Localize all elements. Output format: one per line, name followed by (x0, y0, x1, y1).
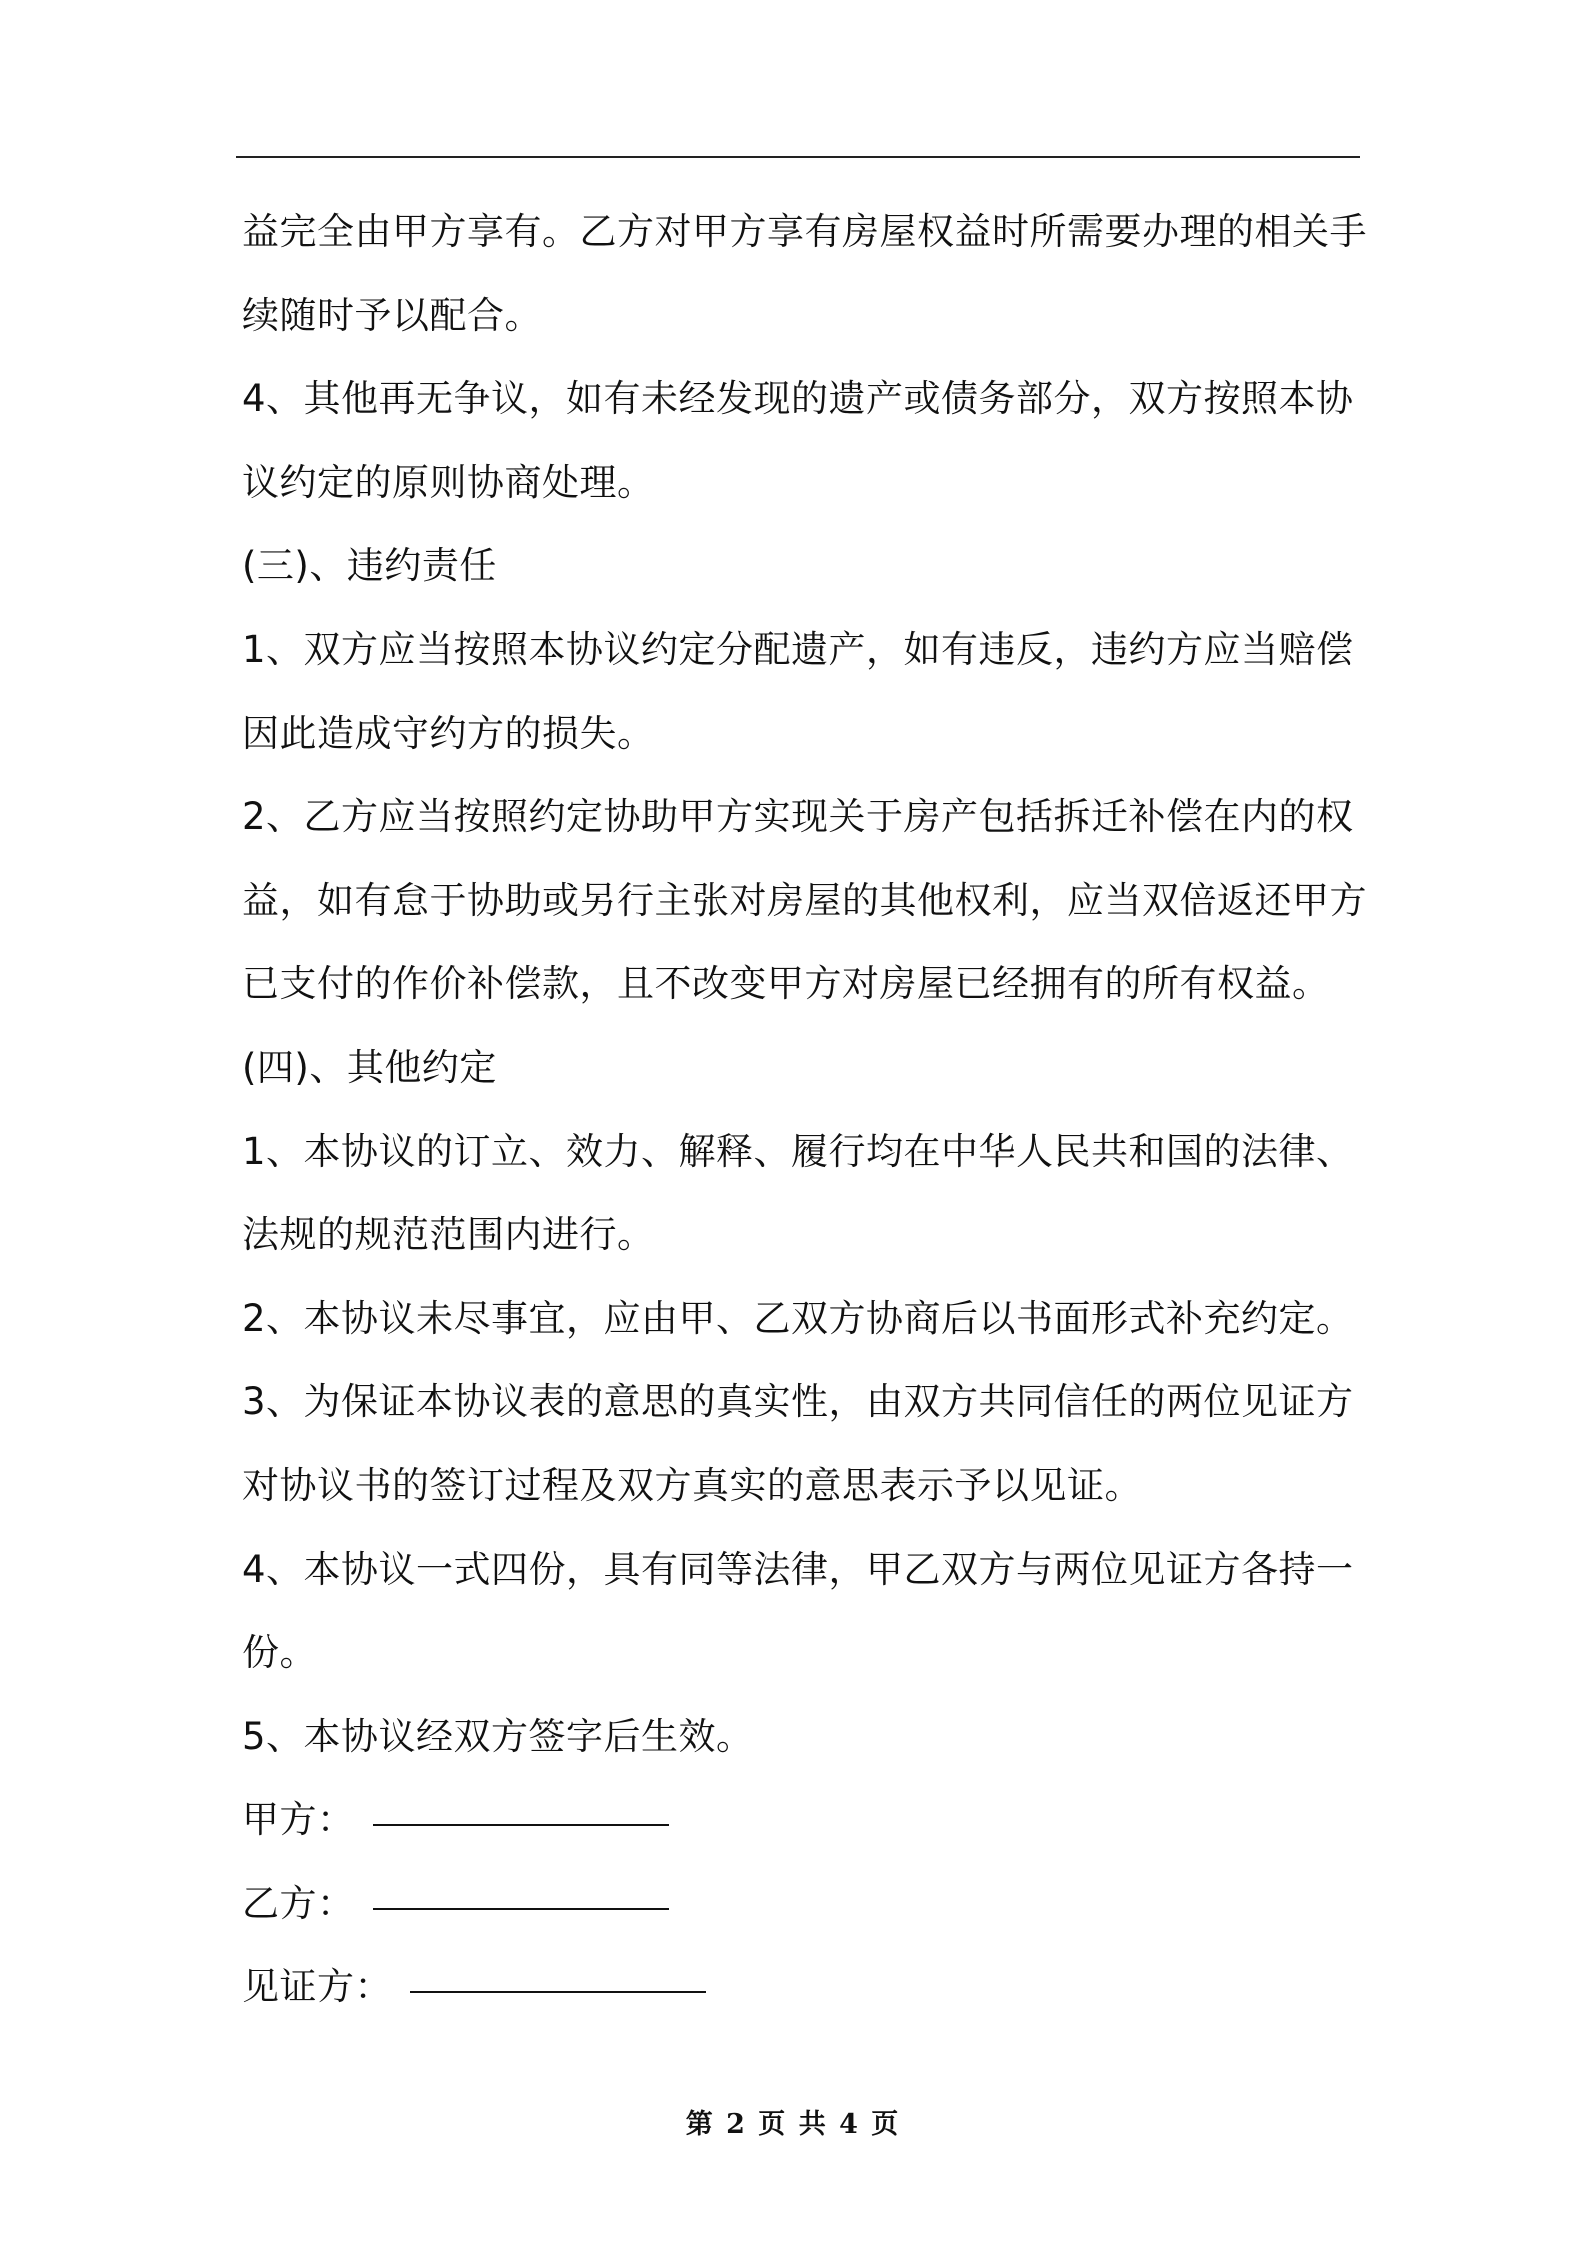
party-b-signature-line (373, 1908, 669, 1910)
text-line: 法规的规范范围内进行。 (242, 1213, 655, 1257)
text-line: 4、本协议一式四份，具有同等法律，甲乙双方与两位见证方各持一 (242, 1547, 1354, 1591)
text-line: 2、本协议未尽事宜，应由甲、乙双方协商后以书面形式补充约定。 (242, 1296, 1354, 1340)
text-line: 对协议书的签订过程及双方真实的意思表示予以见证。 (242, 1463, 1142, 1507)
witness-label: 见证方： (242, 1965, 392, 2009)
text-line: 3、为保证本协议表的意思的真实性，由双方共同信任的两位见证方 (242, 1380, 1354, 1424)
text-line: 5、本协议经双方签字后生效。 (242, 1714, 754, 1758)
text-line: 已支付的作价补偿款，且不改变甲方对房屋已经拥有的所有权益。 (242, 962, 1330, 1006)
document-body (242, 190, 1372, 2029)
signature-party-a (242, 1778, 1372, 1862)
page-number: 第 2 页 共 4 页 (685, 2109, 901, 2140)
party-a-signature-line (373, 1824, 669, 1826)
text-line: 4、其他再无争议，如有未经发现的遗产或债务部分，双方按照本协 (242, 377, 1354, 421)
text-line: 益完全由甲方享有。乙方对甲方享有房屋权益时所需要办理的相关手 (242, 210, 1367, 253)
witness-signature-line (410, 1991, 706, 1993)
party-b-label: 乙方： (242, 1881, 355, 1925)
text-line: 益，如有怠于协助或另行主张对房屋的其他权利，应当双倍返还甲方 (242, 878, 1367, 922)
text-line: 份。 (242, 1631, 317, 1675)
signature-party-b (242, 1862, 1372, 1946)
party-a-label: 甲方： (242, 1798, 355, 1842)
text-line: 1、本协议的订立、效力、解释、履行均在中华人民共和国的法律、 (242, 1129, 1354, 1173)
text-line: 续随时予以配合。 (242, 293, 542, 337)
text-line: 2、乙方应当按照约定协助甲方实现关于房产包括拆迁补偿在内的权 (242, 795, 1354, 839)
text-line: 1、双方应当按照本协议约定分配遗产，如有违反，违约方应当赔偿 (242, 627, 1354, 671)
section-heading: (四)、其他约定 (242, 1045, 497, 1089)
header-rule (236, 156, 1360, 158)
signature-witness (242, 1945, 1372, 2029)
text-line: 议约定的原则协商处理。 (242, 460, 655, 504)
section-heading: (三)、违约责任 (242, 544, 497, 588)
text-line: 因此造成守约方的损失。 (242, 711, 655, 755)
